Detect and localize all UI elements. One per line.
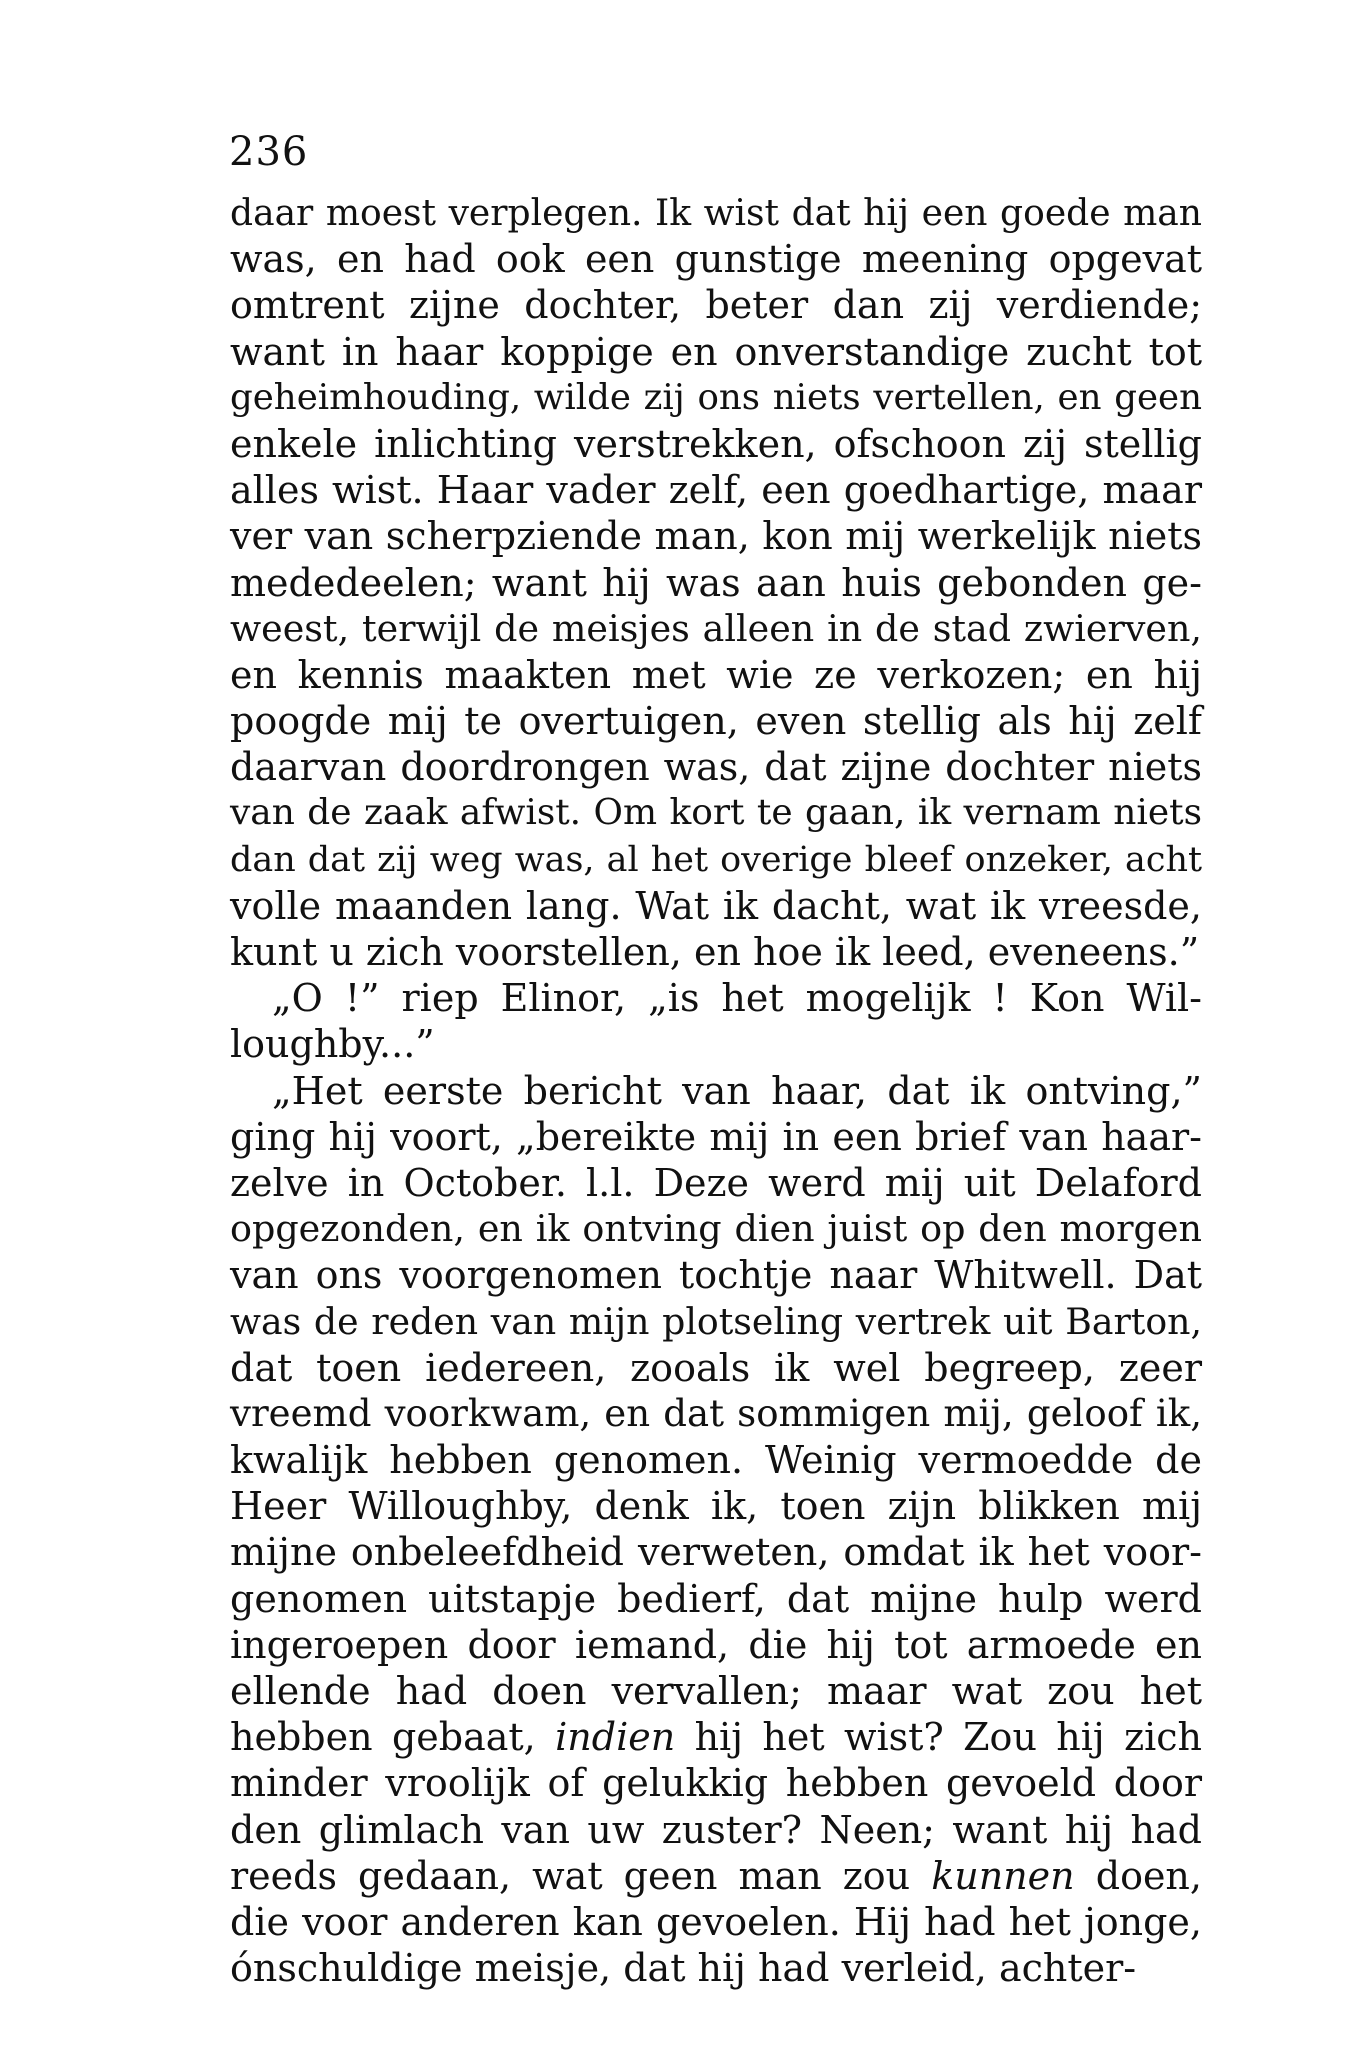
text-line <box>230 513 1202 559</box>
text-segment: „O !” riep Elinor, „is het mogelijk ! Kon Wil- <box>272 976 1202 1021</box>
text-segment: dat toen iedereen, zooals ik wel begreep, zeer <box>230 1345 1202 1390</box>
text-line <box>230 1345 1202 1391</box>
text-line <box>230 1391 1202 1437</box>
text-line <box>230 1252 1202 1298</box>
text-segment: ver van scherpziende man, kon mij werkelijk niets <box>230 514 1202 559</box>
text-segment: kwalijk hebben genomen. Weinig vermoedde de <box>230 1438 1202 1483</box>
text-line <box>230 560 1202 606</box>
text-line <box>230 1068 1202 1114</box>
text-segment: omtrent zijne dochter, beter dan zij verdiende; <box>230 283 1202 328</box>
text-line <box>230 1622 1202 1668</box>
text-line <box>230 975 1202 1021</box>
text-segment: van de zaak afwist. Om kort te gaan, ik vernam niets <box>230 792 1202 834</box>
text-segment: den glimlach van uw zuster? Neen; want hij had <box>230 1807 1202 1852</box>
text-line <box>230 698 1202 744</box>
text-line <box>230 1668 1202 1714</box>
text-line <box>230 236 1202 282</box>
text-line <box>230 1529 1202 1575</box>
text-line <box>230 1807 1202 1853</box>
text-segment: hij het wist? Zou hij zich <box>675 1715 1202 1760</box>
text-line <box>230 1437 1202 1483</box>
italic-text: indien <box>555 1715 676 1760</box>
text-segment: geheimhouding, wilde zij ons niets vertellen, en geen <box>230 376 1202 418</box>
text-segment: loughby...” <box>230 1022 435 1067</box>
text-line <box>230 837 1202 883</box>
text-segment: enkele inlichting verstrekken, ofschoon zij stellig <box>230 421 1202 466</box>
text-line <box>230 1945 1202 1991</box>
text-line <box>230 1160 1202 1206</box>
text-segment: ingeroepen door iemand, die hij tot armoede en <box>230 1622 1202 1667</box>
text-line <box>230 282 1202 328</box>
text-line <box>230 652 1202 698</box>
text-line <box>230 929 1202 975</box>
text-segment: was, en had ook een gunstige meening opgevat <box>230 237 1202 282</box>
text-segment: van ons voorgenomen tochtje naar Whitwell. Dat <box>230 1253 1202 1298</box>
text-segment: daar moest verplegen. Ik wist dat hij een goede man <box>230 192 1202 234</box>
text-segment: Heer Willoughby, denk ik, toen zijn blikken mij <box>230 1484 1202 1529</box>
text-line <box>230 421 1202 467</box>
text-segment: „Het eerste bericht van haar, dat ik ontving,” <box>272 1068 1202 1113</box>
text-line <box>230 375 1202 421</box>
text-segment: reeds gedaan, wat geen man zou <box>230 1853 932 1898</box>
text-segment: weest, terwijl de meisjes alleen in de stad zwierven, <box>230 606 1202 650</box>
text-segment: opgezonden, en ik ontving dien juist op den morgen <box>230 1207 1202 1251</box>
text-line <box>230 190 1202 236</box>
text-segment: mededeelen; want hij was aan huis gebonden ge- <box>230 560 1202 605</box>
text-line <box>230 1021 1202 1067</box>
text-segment: kunt u zich voorstellen, en hoe ik leed, eveneens.” <box>230 930 1200 974</box>
text-line <box>230 1899 1202 1945</box>
text-line <box>230 1114 1202 1160</box>
text-segment: poogde mij te overtuigen, even stellig als hij zelf <box>230 699 1202 744</box>
text-segment: zelve in October. l.l. Deze werd mij uit Delaford <box>230 1160 1202 1205</box>
page-number: 236 <box>229 129 309 175</box>
text-line <box>230 467 1202 513</box>
text-segment: volle maanden lang. Wat ik dacht, wat ik vreesde, <box>230 883 1202 928</box>
text-line <box>230 1576 1202 1622</box>
body-text <box>230 190 1202 1991</box>
text-segment: die voor anderen kan gevoelen. Hij had het jonge, <box>230 1899 1202 1944</box>
text-segment: ellende had doen vervallen; maar wat zou het <box>230 1669 1202 1713</box>
text-line <box>230 1299 1202 1345</box>
text-segment: vreemd voorkwam, en dat sommigen mij, geloof ik, <box>230 1391 1202 1435</box>
text-segment: mijne onbeleefdheid verweten, omdat ik het voor- <box>230 1530 1202 1575</box>
text-line <box>230 606 1202 652</box>
text-segment: doen, <box>1074 1853 1202 1898</box>
text-line <box>230 790 1202 836</box>
text-segment: hebben gebaat, <box>230 1715 556 1760</box>
text-segment: want in haar koppige en onverstandige zucht tot <box>230 329 1202 374</box>
text-segment: alles wist. Haar vader zelf, een goedhartige, maar <box>230 468 1202 513</box>
text-segment: genomen uitstapje bedierf, dat mijne hulp werd <box>230 1576 1202 1621</box>
text-segment: minder vroolijk of gelukkig hebben gevoeld door <box>230 1761 1202 1806</box>
text-line <box>230 329 1202 375</box>
text-line <box>230 744 1202 790</box>
text-segment: dan dat zij weg was, al het overige bleef onzeker, acht <box>230 839 1202 880</box>
text-line <box>230 1483 1202 1529</box>
text-segment: en kennis maakten met wie ze verkozen; en hij <box>230 652 1202 697</box>
text-segment: ging hij voort, „bereikte mij in een brief van haar- <box>230 1114 1202 1159</box>
text-segment: ónschuldige meisje, dat hij had verleid, achter- <box>230 1946 1137 1991</box>
italic-text: kunnen <box>931 1853 1075 1898</box>
text-line <box>230 1714 1202 1760</box>
text-segment: was de reden van mijn plotseling vertrek uit Barton, <box>230 1299 1202 1343</box>
text-line <box>230 1760 1202 1806</box>
text-segment: daarvan doordrongen was, dat zijne dochter niets <box>230 745 1202 790</box>
text-line <box>230 883 1202 929</box>
text-line <box>230 1853 1202 1899</box>
text-line <box>230 1206 1202 1252</box>
